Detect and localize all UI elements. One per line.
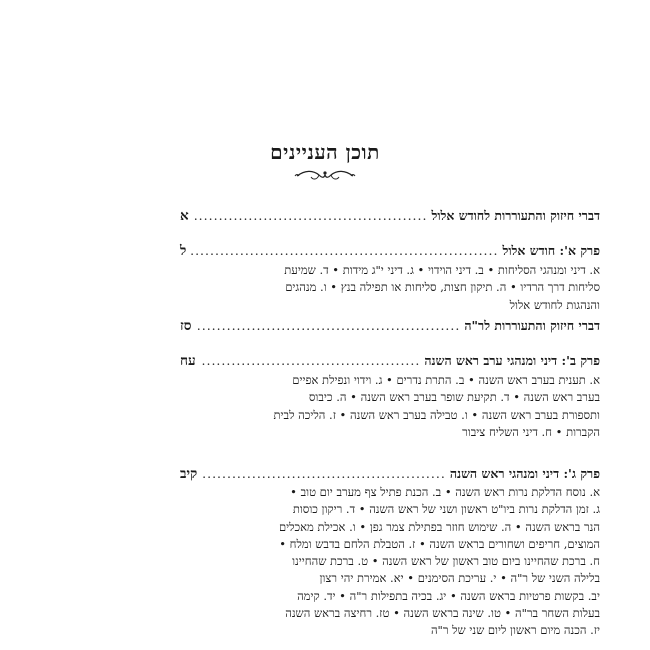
topic-line: בלילה השני של ר"ה • י. עריכת הסימנים • יא. אמירת יהי רצון <box>319 571 600 586</box>
toc-entry-page: עח <box>180 353 196 369</box>
toc-entry-chapter[interactable] <box>180 242 600 260</box>
toc-entry-label: פרק ג': דיני ומנהגי ראש השנה <box>449 466 600 481</box>
topic-line: א. תענית בערב ראש השנה • ב. התרת נדרים • ג. וידוי ונפילת אפיים <box>292 373 600 387</box>
topic-line: והנהגות לחודש אלול <box>509 297 600 312</box>
toc-entry-label: פרק א': חודש אלול <box>502 243 600 258</box>
topic-line: יב. בקשות פרטיות בראש השנה • יג. בכיה בתפילות ר"ה • יד. קימה <box>297 588 600 603</box>
leader-dots <box>195 317 460 335</box>
toc-entry-label: דברי חיזוק והתעוררות לחודש אלול <box>431 208 600 223</box>
topic-line: סליחות דרך הרדיו • ה. תיקון חצות, סליחות או תפילה בנץ • ו. מנהגים <box>285 280 600 295</box>
chapter-topics <box>180 484 600 640</box>
leader-dots <box>190 242 498 260</box>
topic-line: בערב ראש השנה • ד. תקיעת שופר בערב ראש השנה • ה. כיבוס <box>308 390 600 405</box>
topic-line: הקברות • ח. דיני השליח ציבור <box>462 424 600 439</box>
topic-line: הנר בראש השנה • ה. שימוש חוזר בפתילת צמר גפן • ו. אכילת מאכלים <box>278 519 600 534</box>
topic-line: המוצים, חריפים ושחורים בראש השנה • ז. הטבלת הלחם בדבש ומלח • <box>279 536 600 551</box>
topic-line: א. דיני ומנהגי הסליחות • ב. דיני הוידוי • ג. דיני י"ג מידות • ד. שמיעת <box>284 263 600 277</box>
toc-entry-label: דברי חיזוק והתעוררות לר"ה <box>464 318 600 333</box>
topic-line: א. נוסח הדלקת נרות ראש השנה • ב. הכנת פתיל צף מערב יום טוב • <box>290 485 600 499</box>
leader-dots <box>200 352 421 370</box>
toc-entry-chapter[interactable] <box>180 352 600 370</box>
toc-entry-chapter[interactable] <box>180 465 600 483</box>
topic-line: ג. זמן הדלקת נרות ביו"ט ראשון ושני של ראש השנה • ד. ריקון כוסות <box>292 502 600 517</box>
topic-line: בעלות השחר בר"ה • טו. שינה בראש השנה • טז. רחיצה בראש השנה <box>285 606 600 621</box>
toc-entry-label: פרק ב': דיני ומנהגי ערב ראש השנה <box>424 353 600 368</box>
toc-entry-page: ל <box>180 243 187 259</box>
toc-entry-page: סז <box>180 318 192 334</box>
toc-entry-heading[interactable] <box>180 207 600 225</box>
topic-line: ותספורת בערב ראש השנה • ו. טבילה בערב ראש השנה • ז. הליכה לבית <box>273 407 600 422</box>
ornament-divider-icon <box>293 167 357 183</box>
page-title: תוכן העניינים <box>270 140 380 164</box>
toc-entry-page: א <box>180 208 189 224</box>
topic-line: יז. הכנה מיום ראשון ליום שני של ר"ה <box>430 623 600 638</box>
leader-dots <box>201 465 446 483</box>
topic-line: ח. ברכת שהחיינו ביום טוב ראשון של ראש השנה • ט. ברכת שהחיינו <box>292 554 600 569</box>
chapter-topics <box>180 372 600 441</box>
leader-dots <box>193 207 428 225</box>
toc-entry-page: קיב <box>180 466 198 482</box>
chapter-topics <box>180 262 600 314</box>
toc-entry-heading[interactable] <box>180 317 600 335</box>
